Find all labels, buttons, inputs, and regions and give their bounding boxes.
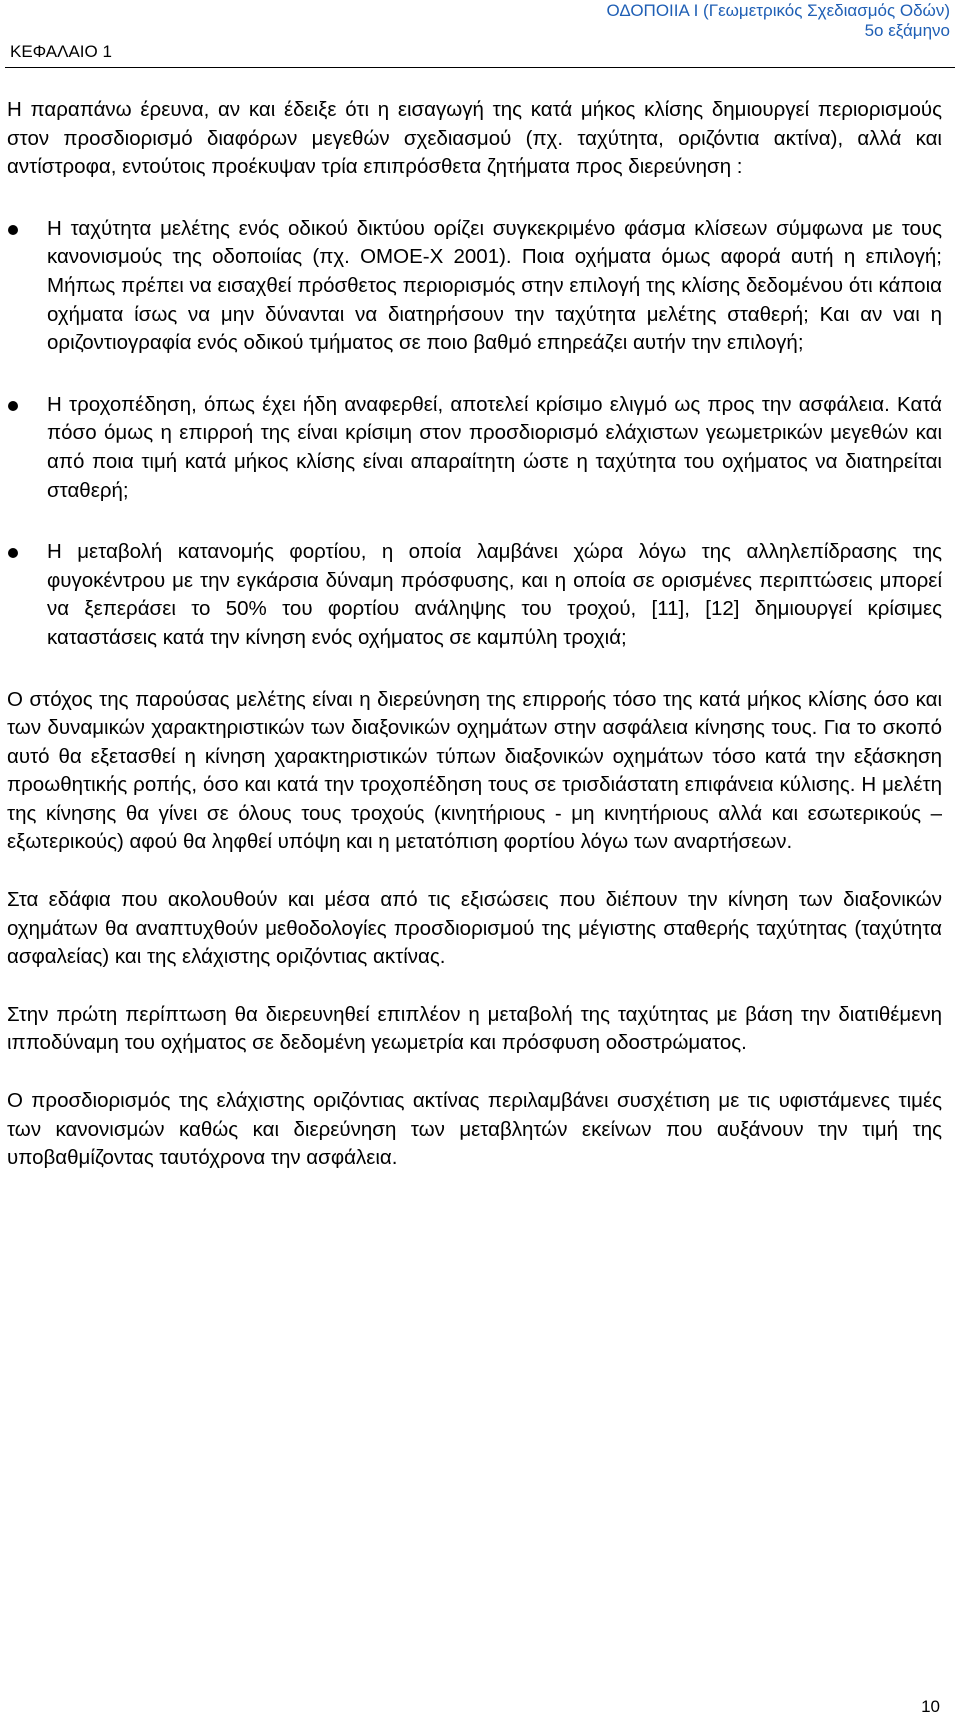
bullet-icon bbox=[8, 401, 18, 411]
intro-paragraph: Η παραπάνω έρευνα, αν και έδειξε ότι η εισαγωγή της κατά μήκος κλίσης δημιουργεί περιορισμούς στον προσδιορισμό διαφόρων μεγεθών σχεδιασμού (πχ. ταχύτητα, οριζόντια ακτίνα), αλλά και αντίστροφα, εντούτοις προέκυψαν τρία επιπρόσθετα ζητήματα προς διερεύνηση : bbox=[7, 98, 942, 179]
bullet-icon bbox=[8, 548, 18, 558]
header-divider bbox=[5, 67, 955, 68]
bullet-icon bbox=[8, 225, 18, 235]
page-body bbox=[7, 96, 942, 1202]
first-case-paragraph: Στην πρώτη περίπτωση θα διερευνηθεί επιπλέον η μεταβολή της ταχύτητας με βάση την διατιθέμενη ιπποδύναμη του οχήματος σε δεδομένη γεωμετρία και πρόσφυση οδοστρώματος. bbox=[7, 1002, 942, 1055]
running-header bbox=[606, 1, 950, 41]
semester-label: 5ο εξάμηνο bbox=[864, 21, 950, 40]
methodology-paragraph: Στα εδάφια που ακολουθούν και μέσα από τις εξισώσεις που διέπουν την κίνηση των διαξονικών οχημάτων θα αναπτυχθούν μεθοδολογίες προσδιορισμού της μέγιστης σταθερής ταχύτητας (ταχύτητα ασφαλείας) και της ελάχιστης οριζόντιας ακτίνας. bbox=[7, 888, 942, 969]
chapter-label: ΚΕΦΑΛΑΙΟ 1 bbox=[10, 42, 112, 61]
study-objective-paragraph: Ο στόχος της παρούσας μελέτης είναι η διερεύνηση της επιρροής τόσο της κατά μήκος κλίσης όσο και των δυναμικών χαρακτηριστικών των διαξονικών οχημάτων στην ασφάλεια κίνησης τους. Για το σκοπό αυτό θα εξετασθεί η κίνηση χαρακτηριστικών τύπων διαξονικών οχημάτων τόσο κατά την εξάσκηση προωθητικής ροπής, όσο και κατά την τροχοπέδηση τους σε τρισδιάστατη επιφάνεια κύλισης. Η μελέτη της κίνησης θα γίνει σε όλους τους τροχούς (κινητήριους - μη κινητήριους αλλά και εσωτερικούς – εξωτερικούς) αφού θα ληφθεί υπόψη και η μετατόπιση φορτίου λόγω των αναρτήσεων. bbox=[7, 687, 942, 854]
list-item bbox=[7, 391, 942, 505]
course-title: ΟΔΟΠΟΙΙΑ Ι (Γεωμετρικός Σχεδιασμός Οδών) bbox=[606, 1, 950, 20]
issues-list bbox=[7, 215, 942, 653]
list-item-text: Η μεταβολή κατανομής φορτίου, η οποία λαμβάνει χώρα λόγω της αλληλεπίδρασης της φυγοκέντρου με την εγκάρσια δύναμη πρόσφυσης, και η οποία σε ορισμένες περιπτώσεις μπορεί να ξεπεράσει το 50% του φορτίου ανάληψης του τροχού, [11], [12] δημιουργεί κρίσιμες καταστάσεις κατά την κίνηση ενός οχήματος σε καμπύλη τροχιά; bbox=[47, 540, 942, 649]
page-number: 10 bbox=[921, 1697, 940, 1716]
minimum-radius-paragraph: Ο προσδιορισμός της ελάχιστης οριζόντιας ακτίνας περιλαμβάνει συσχέτιση με τις υφιστάμενες τιμές των κανονισμών καθώς και διερεύνηση των μεταβλητών εκείνων που αυξάνουν την τιμή της υποβαθμίζοντας ταυτόχρονα την ασφάλεια. bbox=[7, 1089, 942, 1170]
list-item-text: Η τροχοπέδηση, όπως έχει ήδη αναφερθεί, αποτελεί κρίσιμο ελιγμό ως προς την ασφάλεια. Κατά πόσο όμως η επιρροή της είναι κρίσιμη στον προσδιορισμό ελάχιστων γεωμετρικών μεγεθών και από ποια τιμή κατά μήκος κλίσης είναι απαραίτητη ώστε η ταχύτητα του οχήματος να διατηρείται σταθερή; bbox=[47, 392, 942, 502]
list-item bbox=[7, 215, 942, 358]
list-item-text: Η ταχύτητα μελέτης ενός οδικού δικτύου ορίζει συγκεκριμένο φάσμα κλίσεων σύμφωνα με τους κανονισμούς της οδοποιίας (πχ. ΟΜΟΕ-Χ 2001). Ποια οχήματα όμως αφορά αυτή η επιλογή; Μήπως πρέπει να εισαχθεί πρόσθετος περιορισμός στην επιλογή της κλίσης δεδομένου ότι κάποια οχήματα ίσως να μην δύνανται να διατηρήσουν την ταχύτητα μελέτης σταθερή; Και αν ναι η οριζοντιογραφία ενός οδικού τμήματος σε ποιο βαθμό επηρεάζει αυτήν την επιλογή; bbox=[47, 216, 942, 355]
list-item bbox=[7, 538, 942, 652]
